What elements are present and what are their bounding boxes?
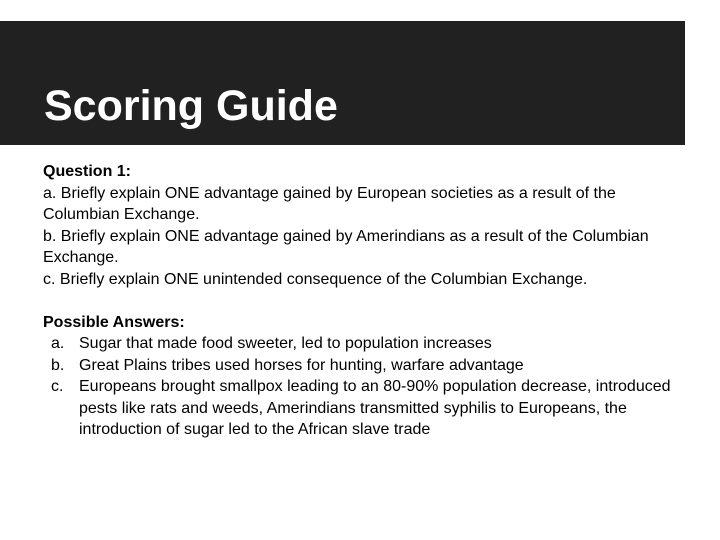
answer-item-c	[43, 376, 683, 441]
question-part-b: b. Briefly explain ONE advantage gained by Amerindians as a result of the Columbian Exchange.	[43, 227, 649, 266]
answer-text: Great Plains tribes used horses for hunting, warfare advantage	[79, 356, 524, 374]
question-part-c: c. Briefly explain ONE unintended consequence of the Columbian Exchange.	[43, 270, 588, 288]
answer-letter: a.	[51, 335, 65, 352]
question-heading: Question 1:	[43, 163, 132, 180]
answers-heading: Possible Answers:	[43, 313, 185, 331]
slide-title: Scoring Guide	[44, 82, 338, 130]
answer-text: Europeans brought smallpox leading to an 80-90% population decrease, introduced pests like rats and weeds, Amerindians transmitted syphilis to Europeans, the introduction of sugar led to the African slave trade	[79, 378, 671, 438]
answer-item-b	[43, 355, 683, 377]
answer-text: Sugar that made food sweeter, led to population increases	[79, 335, 492, 352]
question-part-a: a. Briefly explain ONE advantage gained by European societies as a result of the Columbian Exchange.	[43, 184, 616, 223]
slide-body	[43, 161, 683, 441]
answer-letter: b.	[51, 356, 65, 374]
answers-list	[43, 333, 683, 441]
answer-item-a	[43, 333, 683, 355]
answer-letter: c.	[51, 378, 64, 395]
paragraph-spacer	[43, 290, 683, 312]
